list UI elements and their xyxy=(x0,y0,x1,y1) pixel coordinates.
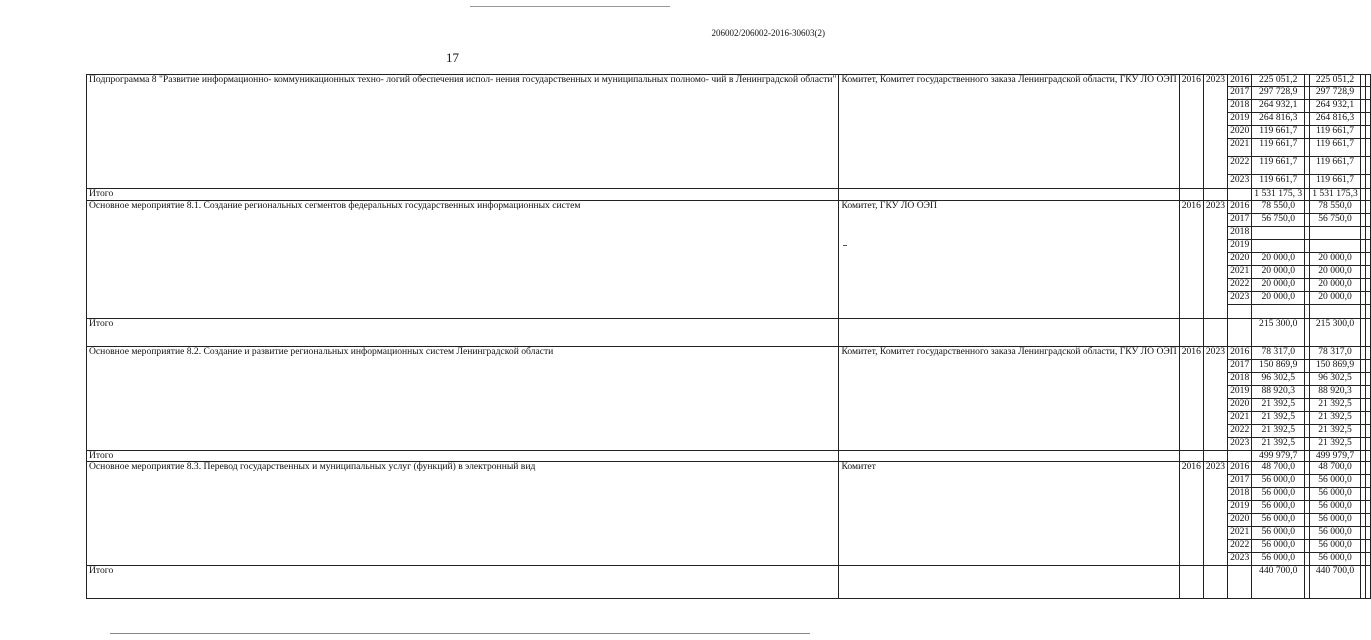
measure-name: Основное мероприятие 8.2. Создание и развитие региональных информационных систем Ленинградской области xyxy=(87,346,839,450)
empty-cell xyxy=(1365,304,1370,318)
total-amount-cell: 56 000,0 xyxy=(1252,514,1305,527)
itogo-regional: 215 300,0 xyxy=(1310,318,1361,346)
empty-cell xyxy=(1228,318,1252,346)
bottom-edge-line xyxy=(110,633,810,634)
empty-cell xyxy=(1365,462,1370,475)
year-cell: 2021 xyxy=(1228,265,1252,278)
total-amount-cell: 225 051,2 xyxy=(1252,75,1305,87)
empty-cell xyxy=(1365,346,1370,359)
regional-amount-cell: 20 000,0 xyxy=(1310,265,1361,278)
empty-cell xyxy=(1365,126,1370,139)
total-amount-cell: 119 661,7 xyxy=(1252,126,1305,139)
empty-cell xyxy=(839,189,1179,201)
itogo-label: Итого xyxy=(87,450,839,462)
empty-cell xyxy=(1365,372,1370,385)
executor: Комитет, Комитет государственного заказа Ленинградской области, ГКУ ЛО ОЭП xyxy=(839,75,1179,189)
start-year: 2016 xyxy=(1179,200,1203,318)
table-row xyxy=(87,200,1371,213)
total-amount-cell: 88 920,3 xyxy=(1252,385,1305,398)
itogo-total: 1 531 175, 3 xyxy=(1252,189,1305,201)
start-year: 2016 xyxy=(1179,462,1203,566)
regional-amount-cell: 56 750,0 xyxy=(1310,213,1361,226)
table-row xyxy=(87,462,1371,475)
year-cell: 2016 xyxy=(1228,346,1252,359)
itogo-total: 499 979,7 xyxy=(1252,450,1305,462)
itogo-label: Итого xyxy=(87,318,839,346)
empty-cell xyxy=(1365,318,1370,346)
itogo-regional: 1 531 175,3 xyxy=(1310,189,1361,201)
total-amount-cell: 20 000,0 xyxy=(1252,265,1305,278)
empty-cell xyxy=(1365,175,1370,189)
empty-cell xyxy=(1365,239,1370,252)
end-year: 2023 xyxy=(1203,346,1227,450)
regional-amount-cell: 21 392,5 xyxy=(1310,411,1361,424)
itogo-row xyxy=(87,566,1371,599)
year-cell: 2019 xyxy=(1228,385,1252,398)
itogo-regional: 499 979,7 xyxy=(1310,450,1361,462)
year-cell: 2020 xyxy=(1228,252,1252,265)
year-cell: 2023 xyxy=(1228,175,1252,189)
total-amount-cell: 56 000,0 xyxy=(1252,475,1305,488)
total-amount-cell: 56 000,0 xyxy=(1252,488,1305,501)
regional-amount-cell: 119 661,7 xyxy=(1310,157,1361,175)
program-funding-table xyxy=(86,74,1371,599)
start-year: 2016 xyxy=(1179,75,1203,189)
regional-amount-cell: 56 000,0 xyxy=(1310,527,1361,540)
empty-cell xyxy=(1365,553,1370,566)
empty-cell xyxy=(1203,566,1227,599)
total-amount-cell: 56 000,0 xyxy=(1252,527,1305,540)
regional-amount-cell xyxy=(1310,239,1361,252)
itogo-row xyxy=(87,189,1371,201)
year-cell: 2019 xyxy=(1228,501,1252,514)
executor: Комитет xyxy=(839,462,1179,566)
itogo-total: 215 300,0 xyxy=(1252,318,1305,346)
regional-amount-cell: 48 700,0 xyxy=(1310,462,1361,475)
measure-name: Подпрограмма 8 "Развитие информационно- коммуникационных техно- логий обеспечения испол- нения государственных и муниципальных полномо- чий в Ленинградской области" xyxy=(87,75,839,189)
empty-cell xyxy=(1365,398,1370,411)
regional-amount-cell: 56 000,0 xyxy=(1310,540,1361,553)
empty-cell xyxy=(1365,113,1370,126)
empty-cell xyxy=(1365,540,1370,553)
total-amount-cell: 119 661,7 xyxy=(1252,139,1305,157)
regional-amount-cell: 264 932,1 xyxy=(1310,100,1361,113)
empty-cell xyxy=(1310,304,1361,318)
total-amount-cell xyxy=(1252,226,1305,239)
empty-cell xyxy=(1365,252,1370,265)
regional-amount-cell: 96 302,5 xyxy=(1310,372,1361,385)
empty-cell xyxy=(1365,385,1370,398)
empty-cell xyxy=(1365,213,1370,226)
regional-amount-cell: 225 051,2 xyxy=(1310,75,1361,87)
regional-amount-cell: 119 661,7 xyxy=(1310,126,1361,139)
year-cell: 2017 xyxy=(1228,87,1252,100)
year-cell: 2016 xyxy=(1228,200,1252,213)
year-cell: 2020 xyxy=(1228,514,1252,527)
empty-cell xyxy=(1365,265,1370,278)
regional-amount-cell: 20 000,0 xyxy=(1310,291,1361,304)
empty-cell xyxy=(1365,501,1370,514)
empty-cell xyxy=(1365,424,1370,437)
year-cell: 2020 xyxy=(1228,398,1252,411)
itogo-regional: 440 700,0 xyxy=(1310,566,1361,599)
total-amount-cell: 119 661,7 xyxy=(1252,175,1305,189)
regional-amount-cell xyxy=(1310,226,1361,239)
itogo-row xyxy=(87,318,1371,346)
regional-amount-cell: 297 728,9 xyxy=(1310,87,1361,100)
total-amount-cell: 150 869,9 xyxy=(1252,359,1305,372)
empty-cell xyxy=(839,450,1179,462)
regional-amount-cell: 21 392,5 xyxy=(1310,424,1361,437)
regional-amount-cell: 56 000,0 xyxy=(1310,553,1361,566)
total-amount-cell: 119 661,7 xyxy=(1252,157,1305,175)
empty-cell xyxy=(1365,189,1370,201)
start-year: 2016 xyxy=(1179,346,1203,450)
regional-amount-cell: 21 392,5 xyxy=(1310,437,1361,450)
total-amount-cell: 56 000,0 xyxy=(1252,553,1305,566)
itogo-row xyxy=(87,450,1371,462)
empty-cell xyxy=(1365,139,1370,157)
regional-amount-cell: 88 920,3 xyxy=(1310,385,1361,398)
measure-name: Основное мероприятие 8.1. Создание региональных сегментов федеральных государственных информационных систем xyxy=(87,200,839,318)
total-amount-cell: 56 000,0 xyxy=(1252,501,1305,514)
year-cell: 2019 xyxy=(1228,239,1252,252)
total-amount-cell: 56 750,0 xyxy=(1252,213,1305,226)
measure-name: Основное мероприятие 8.3. Перевод государственных и муниципальных услуг (функций) в электронный вид xyxy=(87,462,839,566)
itogo-label: Итого xyxy=(87,566,839,599)
empty-cell xyxy=(1365,291,1370,304)
year-cell: 2023 xyxy=(1228,553,1252,566)
total-amount-cell: 48 700,0 xyxy=(1252,462,1305,475)
document-id: 206002/206002-2016-30603(2) xyxy=(711,28,825,38)
year-cell: 2019 xyxy=(1228,113,1252,126)
year-cell: 2017 xyxy=(1228,213,1252,226)
regional-amount-cell: 78 317,0 xyxy=(1310,346,1361,359)
empty-cell xyxy=(1228,566,1252,599)
regional-amount-cell: 150 869,9 xyxy=(1310,359,1361,372)
year-cell: 2018 xyxy=(1228,372,1252,385)
total-amount-cell: 96 302,5 xyxy=(1252,372,1305,385)
year-cell: 2022 xyxy=(1228,540,1252,553)
empty-cell xyxy=(1365,359,1370,372)
empty-cell xyxy=(1365,437,1370,450)
empty-cell xyxy=(1365,411,1370,424)
year-cell: 2023 xyxy=(1228,437,1252,450)
year-cell: 2018 xyxy=(1228,226,1252,239)
total-amount-cell: 56 000,0 xyxy=(1252,540,1305,553)
empty-cell xyxy=(1252,304,1305,318)
regional-amount-cell: 56 000,0 xyxy=(1310,501,1361,514)
empty-cell xyxy=(839,566,1179,599)
year-cell: 2016 xyxy=(1228,75,1252,87)
empty-cell xyxy=(1365,100,1370,113)
total-amount-cell: 264 816,3 xyxy=(1252,113,1305,126)
table-row xyxy=(87,346,1371,359)
itogo-label: Итого xyxy=(87,189,839,201)
empty-cell xyxy=(1179,189,1203,201)
year-cell: 2018 xyxy=(1228,488,1252,501)
year-cell: 2017 xyxy=(1228,359,1252,372)
year-cell: 2017 xyxy=(1228,475,1252,488)
regional-amount-cell: 119 661,7 xyxy=(1310,139,1361,157)
year-cell: 2022 xyxy=(1228,157,1252,175)
empty-cell xyxy=(1228,189,1252,201)
year-cell: 2020 xyxy=(1228,126,1252,139)
year-cell: 2016 xyxy=(1228,462,1252,475)
empty-cell xyxy=(1203,318,1227,346)
end-year: 2023 xyxy=(1203,200,1227,318)
empty-cell xyxy=(1203,450,1227,462)
year-cell: 2018 xyxy=(1228,100,1252,113)
total-amount-cell: 297 728,9 xyxy=(1252,87,1305,100)
empty-cell xyxy=(1365,226,1370,239)
empty-cell xyxy=(839,318,1179,346)
empty-cell xyxy=(1365,475,1370,488)
empty-cell xyxy=(1203,189,1227,201)
total-amount-cell: 78 317,0 xyxy=(1252,346,1305,359)
table-row xyxy=(87,75,1371,87)
regional-amount-cell: 264 816,3 xyxy=(1310,113,1361,126)
margin-mark xyxy=(843,245,847,246)
total-amount-cell: 21 392,5 xyxy=(1252,411,1305,424)
page-number: 17 xyxy=(446,50,459,65)
total-amount-cell: 78 550,0 xyxy=(1252,200,1305,213)
total-amount-cell: 21 392,5 xyxy=(1252,437,1305,450)
regional-amount-cell: 56 000,0 xyxy=(1310,488,1361,501)
year-cell: 2023 xyxy=(1228,291,1252,304)
empty-cell xyxy=(1179,318,1203,346)
year-cell: 2021 xyxy=(1228,527,1252,540)
total-amount-cell: 21 392,5 xyxy=(1252,424,1305,437)
end-year: 2023 xyxy=(1203,75,1227,189)
year-cell: 2021 xyxy=(1228,139,1252,157)
empty-cell xyxy=(1365,488,1370,501)
total-amount-cell xyxy=(1252,239,1305,252)
year-cell: 2021 xyxy=(1228,411,1252,424)
empty-cell xyxy=(1365,200,1370,213)
empty-cell xyxy=(1365,527,1370,540)
year-cell: 2022 xyxy=(1228,424,1252,437)
empty-cell xyxy=(1365,87,1370,100)
end-year: 2023 xyxy=(1203,462,1227,566)
regional-amount-cell: 21 392,5 xyxy=(1310,398,1361,411)
regional-amount-cell: 119 661,7 xyxy=(1310,175,1361,189)
regional-amount-cell: 78 550,0 xyxy=(1310,200,1361,213)
regional-amount-cell: 20 000,0 xyxy=(1310,278,1361,291)
empty-cell xyxy=(1365,75,1370,87)
regional-amount-cell: 56 000,0 xyxy=(1310,514,1361,527)
executor: Комитет, ГКУ ЛО ОЭП xyxy=(839,200,1179,318)
total-amount-cell: 264 932,1 xyxy=(1252,100,1305,113)
regional-amount-cell: 20 000,0 xyxy=(1310,252,1361,265)
total-amount-cell: 20 000,0 xyxy=(1252,278,1305,291)
total-amount-cell: 20 000,0 xyxy=(1252,252,1305,265)
empty-cell xyxy=(1228,304,1252,318)
empty-cell xyxy=(1365,566,1370,599)
executor: Комитет, Комитет государственного заказа Ленинградской области, ГКУ ЛО ОЭП xyxy=(839,346,1179,450)
empty-cell xyxy=(1365,450,1370,462)
empty-cell xyxy=(1365,514,1370,527)
year-cell: 2022 xyxy=(1228,278,1252,291)
empty-cell xyxy=(1179,450,1203,462)
top-edge-line xyxy=(470,6,670,7)
empty-cell xyxy=(1365,157,1370,175)
empty-cell xyxy=(1365,278,1370,291)
total-amount-cell: 20 000,0 xyxy=(1252,291,1305,304)
total-amount-cell: 21 392,5 xyxy=(1252,398,1305,411)
empty-cell xyxy=(1228,450,1252,462)
empty-cell xyxy=(1179,566,1203,599)
regional-amount-cell: 56 000,0 xyxy=(1310,475,1361,488)
itogo-total: 440 700,0 xyxy=(1252,566,1305,599)
